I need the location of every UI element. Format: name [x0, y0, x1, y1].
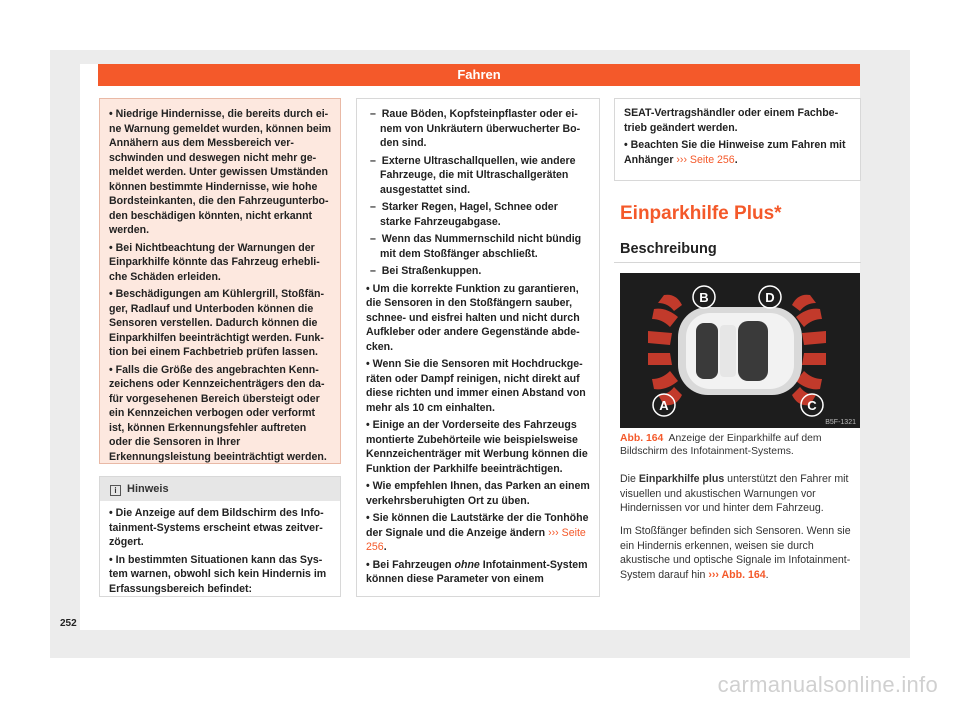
- car-top-view-illustration: [620, 273, 860, 428]
- bullet-item: Beachten Sie die Hinweise zum Fahren mit Anhänger: [624, 139, 846, 166]
- bold-term: Einparkhilfe plus: [638, 473, 725, 485]
- body-paragraph: Im Stoßfänger befinden sich Sensoren. Wenn sie ein Hindernis erkennen, weisen sie durch akustische und optische Signale im Infotainment-System darauf hin ››› Abb. 164.: [620, 525, 851, 581]
- page-link[interactable]: ››› Seite 256: [366, 526, 586, 553]
- warning-item: Falls die Größe des angebrachten Kennzeichens oder Kennzeichenträgers den dafür vorgesehenen Bereich übersteigt oder ein Kennzeichen verbogen oder verformt ist, können Erkennungsfehler auftreten oder die Sensoren in Ihrer Erkennungsleistung beeinträchtigt werden.: [109, 363, 327, 463]
- paragraph-text: Die: [620, 473, 636, 485]
- note-item: In bestimmten Situationen kann das System warnen, obwohl sich kein Hindernis im Erfassungsbereich befindet:: [109, 553, 327, 595]
- bullet-item: Um die korrekte Funktion zu garantieren, die Sensoren in den Stoßfängern sauber, schnee- und eisfrei halten und nicht durch Aufkleber oder andere Gegenstände abdecken.: [366, 282, 580, 353]
- watermark: carmanualsonline.info: [717, 672, 938, 697]
- dash-item: Starker Regen, Hagel, Schnee oder starke Fahrzeugabgase.: [380, 201, 558, 228]
- caption-text: Anzeige der Einparkhilfe auf dem Bildschirm des Infotainment-Systems.: [620, 433, 822, 457]
- bullet-item: Wie empfehlen Ihnen, das Parken an einem verkehrsberuhigten Ort zu üben.: [366, 480, 590, 507]
- label-c: C: [807, 398, 817, 413]
- info-icon: i: [110, 485, 121, 496]
- figure-link[interactable]: ››› Abb. 164: [708, 568, 766, 581]
- dash-item: Externe Ultraschallquellen, wie andere Fahrzeuge, die mit Ultraschallgeräten ausgestattet sind.: [380, 154, 576, 196]
- divider: [614, 262, 861, 263]
- figure-caption: [620, 432, 860, 458]
- caption-number: Abb. 164: [620, 433, 664, 444]
- note-box: i Hinweis • Die Anzeige auf dem Bildschirm des Infotainment-Systems erscheint etwas zeitverzögert. • In bestimmten Situationen kann das System warnen, obwohl sich kein Hindernis im Erfassungsbereich befindet:: [99, 476, 341, 597]
- bullet-item: Sie können die Lautstärke der die Tonhöhe der Signale und die Anzeige ändern: [366, 512, 589, 539]
- car-body: [678, 307, 802, 395]
- rear-sensor-zones: [648, 295, 682, 406]
- emphasis-text: ohne: [454, 558, 480, 571]
- bullet-item: Bei Fahrzeugen: [372, 558, 452, 571]
- bullet-item: Infotainment-System können diese Parameter von einem: [366, 558, 588, 585]
- note-item: Die Anzeige auf dem Bildschirm des Infotainment-Systems erscheint etwas zeitverzögert.: [109, 507, 324, 548]
- section-title: Einparkhilfe Plus*: [620, 203, 782, 224]
- note-header: [100, 477, 340, 501]
- body-paragraph: [620, 472, 860, 516]
- chapter-header: Fahren: [98, 64, 860, 86]
- figure-id: B5F-1321: [825, 419, 856, 426]
- page-link[interactable]: ››› Seite 256: [676, 153, 735, 166]
- warning-item: Niedrige Hindernisse, die bereits durch eine Warnung gemeldet wurden, können beim Annähern aus dem Messbereich verschwinden und deswegen nicht mehr gemeldet werden. Unter gewissen Umständen können bestimmte Hindernisse, wie hohe Bordsteinkanten, die den Fahrzeugunterboden beschädigen könnten, nicht erkannt werden.: [109, 108, 332, 236]
- right-note-box: SEAT-Vertragshändler oder einem Fachbetrieb geändert werden. • Beachten Sie die Hinweise zum Fahren mit Anhänger ››› Seite 256.: [614, 98, 861, 181]
- note-title: Hinweis: [127, 483, 169, 495]
- label-d: D: [765, 290, 775, 305]
- label-a: A: [659, 398, 669, 413]
- label-b: B: [699, 290, 709, 305]
- warning-box: • Niedrige Hindernisse, die bereits durch eine Warnung gemeldet wurden, können beim Annähern aus dem Messbereich verschwinden und deswegen nicht mehr gemeldet werden. Unter gewissen Umständen können bestimmte Hindernisse, wie hohe Bordsteinkanten, die den Fahrzeugunterboden beschädigen könnten, nicht erkannt werden. • Bei Nichtbeachtung der Warnungen der Einparkhilfe könnte das Fahrzeug erhebliche Schäden erleiden. • Beschädigungen am Kühlergrill, Stoßfänger, Radlauf und Unterboden können die Sensoren verstellen. Dadurch können die Einparkhilfen beeinträchtigt werden. Funktion bei einem Fachbetrieb prüfen lassen. • Falls die Größe des angebrachten Kennzeichens oder Kennzeichenträgers den dafür vorgesehenen Bereich übersteigt oder ein Kennzeichen verbogen oder verformt ist, können Erkennungsfehler auftreten oder die Sensoren in Ihrer Erkennungsleistung beeinträchtigt werden.: [99, 98, 341, 464]
- middle-column-box: – Raue Böden, Kopfsteinpflaster oder einem von Unkräutern überwucherter Boden sind. – Externe Ultraschallquellen, wie andere Fahrzeuge, die mit Ultraschallgeräten ausgestattet sind. – Starker Regen, Hagel, Schnee oder starke Fahrzeugabgase. – Wenn das Nummernschild nicht bündig mit dem Stoßfänger abschließt. – Bei Straßenkuppen. • Um die korrekte Funktion zu garantieren, die Sensoren in den Stoßfängern sauber, schnee- und eisfrei halten und nicht durch Aufkleber oder andere Gegenstände abdecken. • Wenn Sie die Sensoren mit Hochdruckgeräten oder Dampf reinigen, nicht direkt auf diese richten und immer einen Abstand von mehr als 10 cm einhalten. • Einige an der Vorderseite des Fahrzeugs montierte Zubehörteile wie beispielsweise Kennzeichenträger mit Werbung können die Funktion der Parkhilfe beeinträchtigen. • Wie empfehlen Ihnen, das Parken an einem verkehrsberuhigten Ort zu üben. • Sie können die Lautstärke der die Tonhöhe der Signale und die Anzeige ändern ››› Seite 256. • Bei Fahrzeugen ohne Infotainment-System können diese Parameter von einem: [356, 98, 600, 597]
- dash-item: Wenn das Nummernschild nicht bündig mit dem Stoßfänger abschließt.: [380, 233, 582, 260]
- continuation-text: SEAT-Vertragshändler oder einem Fachbetrieb geändert werden.: [624, 107, 839, 134]
- parking-sensor-figure: [620, 273, 860, 428]
- page-number: 252: [60, 618, 77, 629]
- section-subtitle: Beschreibung: [620, 241, 717, 257]
- bullet-item: Einige an der Vorderseite des Fahrzeugs montierte Zubehörteile wie beispielsweise Kennzeichenträger mit Werbung können die Funktion der Parkhilfe beeinträchtigen.: [366, 419, 588, 475]
- bullet-item: Wenn Sie die Sensoren mit Hochdruckgeräten oder Dampf reinigen, nicht direkt auf diese richten und immer einen Abstand von mehr als 10 cm einhalten.: [366, 358, 586, 414]
- warning-item: Beschädigungen am Kühlergrill, Stoßfänger, Radlauf und Unterboden können die Sensoren verstellen. Dadurch können die Einparkhilfen beeinträchtigt werden. Funktion bei einem Fachbetrieb prüfen lassen.: [109, 288, 325, 358]
- paragraph-text: Im Stoßfänger befinden sich Sensoren. Wenn sie ein Hindernis erkennen, weisen sie durch akustische und optische Signale im Infotainment-System darauf hin: [620, 525, 851, 581]
- paragraph-text: unterstützt den Fahrer mit visuellen und akustischen Warnungen vor Hindernissen vor und hinter dem Fahrzeug.: [620, 473, 849, 514]
- warning-item: Bei Nichtbeachtung der Warnungen der Einparkhilfe könnte das Fahrzeug erhebliche Schäden erleiden.: [109, 241, 320, 283]
- dash-item: Raue Böden, Kopfsteinpflaster oder einem von Unkräutern überwucherter Boden sind.: [380, 108, 581, 149]
- dash-item: Bei Straßenkuppen.: [381, 265, 482, 277]
